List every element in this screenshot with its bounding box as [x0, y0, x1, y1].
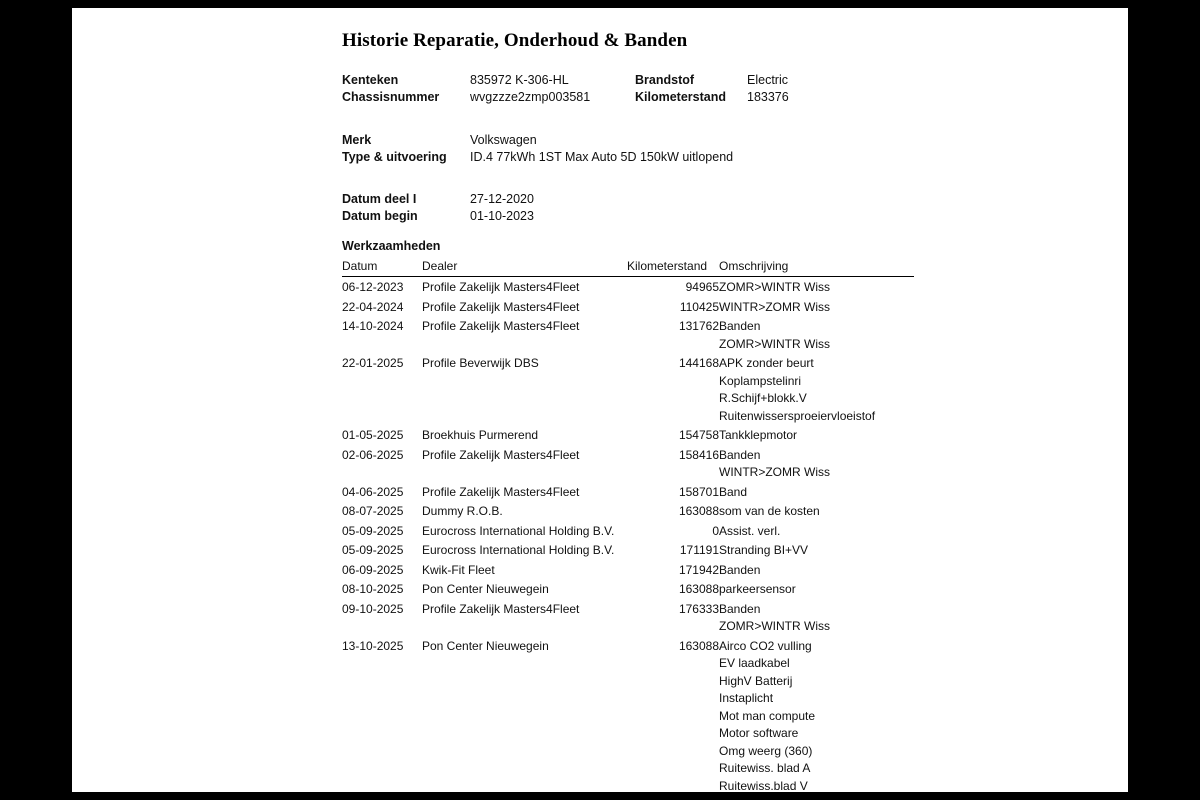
- table-row: [342, 778, 914, 793]
- table-row: [342, 408, 914, 426]
- kenteken-label: Kenteken: [342, 73, 399, 87]
- cell-datum: [342, 725, 422, 743]
- cell-datum: 13-10-2025: [342, 638, 404, 653]
- cell-dealer: Profile Zakelijk Masters4Fleet: [422, 447, 580, 462]
- table-row: [342, 725, 914, 743]
- table-row: [342, 673, 914, 691]
- cell-dealer: Profile Beverwijk DBS: [422, 356, 539, 370]
- table-row: [342, 336, 914, 354]
- cell-kilometerstand: 158416: [678, 447, 719, 462]
- cell-kilometerstand: [627, 725, 719, 743]
- cell-kilometerstand: [627, 336, 719, 354]
- datum-deel-value: 27-12-2020: [470, 192, 534, 206]
- table-row: [342, 655, 914, 673]
- cell-omschrijving: R.Schijf+blokk.V: [719, 391, 807, 405]
- cell-dealer: [422, 760, 627, 778]
- type-label: Type & uitvoering: [342, 150, 447, 164]
- cell-datum: [342, 708, 422, 726]
- table-row: [342, 353, 914, 373]
- cell-kilometerstand: 131762: [678, 319, 719, 333]
- cell-dealer: Pon Center Nieuwegein: [422, 638, 549, 653]
- table-row: [342, 760, 914, 778]
- meta-row-merk: [342, 132, 1082, 149]
- cell-kilometerstand: [627, 408, 719, 426]
- cell-datum: 09-10-2025: [342, 601, 404, 616]
- vehicle-model-block: [342, 132, 1082, 166]
- table-row: [342, 445, 914, 465]
- cell-omschrijving: HighV Batterij: [719, 673, 793, 688]
- cell-datum: 22-04-2024: [342, 299, 404, 314]
- cell-omschrijving: APK zonder beurt: [719, 356, 814, 370]
- cell-omschrijving: ZOMR>WINTR Wiss: [719, 280, 830, 294]
- chassisnummer-value: wvgzzze2zmp003581: [470, 90, 591, 104]
- column-header-dealer: Dealer: [422, 259, 627, 277]
- cell-omschrijving: WINTR>ZOMR Wiss: [719, 465, 830, 479]
- cell-datum: 05-09-2025: [342, 543, 404, 557]
- datum-begin-label: Datum begin: [342, 209, 418, 223]
- cell-omschrijving: Band: [719, 484, 748, 499]
- column-header-omschrijving: Omschrijving: [719, 259, 914, 277]
- chassisnummer-label: Chassisnummer: [342, 90, 440, 104]
- cell-datum: [342, 618, 422, 636]
- cell-kilometerstand: 0: [712, 523, 719, 538]
- cell-omschrijving: Ruitenwissersproeiervloeistof: [719, 408, 876, 423]
- cell-datum: [342, 336, 422, 354]
- meta-row-datum-begin: [342, 208, 1082, 225]
- merk-label: Merk: [342, 133, 372, 147]
- cell-dealer: [422, 655, 627, 673]
- table-row: [342, 373, 914, 391]
- datum-begin-value: 01-10-2023: [470, 209, 534, 223]
- cell-kilometerstand: [627, 673, 719, 691]
- table-row: [342, 482, 914, 502]
- cell-omschrijving: Instaplicht: [719, 691, 774, 705]
- table-row: [342, 560, 914, 580]
- cell-datum: 04-06-2025: [342, 484, 404, 499]
- cell-omschrijving: Ruitewiss. blad A: [719, 761, 811, 775]
- cell-datum: [342, 390, 422, 408]
- cell-kilometerstand: [627, 464, 719, 482]
- cell-kilometerstand: [627, 690, 719, 708]
- cell-kilometerstand: 171191: [679, 543, 719, 557]
- cell-kilometerstand: 154758: [678, 428, 719, 442]
- type-value: ID.4 77kWh 1ST Max Auto 5D 150kW uitlopend: [470, 150, 734, 164]
- cell-dealer: [422, 725, 627, 743]
- page-title: Historie Reparatie, Onderhoud & Banden: [342, 30, 688, 51]
- brandstof-value: Electric: [747, 73, 788, 87]
- cell-dealer: Kwik-Fit Fleet: [422, 562, 495, 577]
- cell-dealer: Profile Zakelijk Masters4Fleet: [422, 484, 580, 499]
- meta-row-type: [342, 149, 1082, 166]
- table-body: [342, 277, 914, 793]
- spacer-2: [342, 178, 1082, 191]
- cell-omschrijving: Assist. verl.: [719, 523, 781, 538]
- table-header: [342, 259, 914, 277]
- cell-kilometerstand: 163088: [678, 504, 719, 518]
- table-row: [342, 636, 914, 656]
- cell-datum: [342, 464, 422, 482]
- cell-omschrijving: parkeersensor: [719, 582, 796, 596]
- kenteken-value: 835972 K-306-HL: [470, 73, 569, 87]
- cell-omschrijving: ZOMR>WINTR Wiss: [719, 619, 830, 633]
- cell-dealer: Pon Center Nieuwegein: [422, 582, 549, 596]
- table-row: [342, 316, 914, 336]
- table-header-row: [342, 259, 914, 277]
- cell-kilometerstand: [627, 708, 719, 726]
- cell-omschrijving: Banden: [719, 447, 761, 462]
- cell-dealer: Profile Zakelijk Masters4Fleet: [422, 319, 580, 333]
- brandstof-label: Brandstof: [635, 73, 695, 87]
- cell-omschrijving: som van de kosten: [719, 504, 820, 518]
- cell-omschrijving: Mot man compute: [719, 708, 816, 723]
- cell-datum: 08-10-2025: [342, 582, 404, 596]
- vehicle-dates-block: [342, 191, 1082, 225]
- cell-dealer: [422, 618, 627, 636]
- cell-datum: 22-01-2025: [342, 356, 404, 370]
- cell-omschrijving: WINTR>ZOMR Wiss: [719, 299, 830, 314]
- table-row: [342, 390, 914, 408]
- cell-omschrijving: Banden: [719, 319, 761, 333]
- cell-omschrijving: Banden: [719, 601, 761, 616]
- cell-dealer: [422, 373, 627, 391]
- table-row: [342, 540, 914, 560]
- document-page: [72, 8, 1128, 792]
- cell-datum: 05-09-2025: [342, 523, 404, 538]
- cell-dealer: [422, 743, 627, 761]
- cell-dealer: [422, 390, 627, 408]
- cell-dealer: Broekhuis Purmerend: [422, 428, 539, 442]
- cell-datum: 14-10-2024: [342, 319, 404, 333]
- cell-datum: [342, 655, 422, 673]
- datum-deel-label: Datum deel I: [342, 192, 417, 206]
- cell-dealer: [422, 690, 627, 708]
- cell-datum: 02-06-2025: [342, 447, 404, 462]
- table-row: [342, 618, 914, 636]
- table-row: [342, 708, 914, 726]
- column-header-datum: Datum: [342, 259, 422, 277]
- spacer-1: [342, 118, 1082, 132]
- cell-kilometerstand: 144168: [678, 356, 719, 370]
- cell-dealer: [422, 673, 627, 691]
- cell-dealer: Profile Zakelijk Masters4Fleet: [422, 601, 580, 616]
- cell-omschrijving: EV laadkabel: [719, 656, 790, 670]
- table-row: [342, 521, 914, 541]
- cell-datum: 06-09-2025: [342, 562, 404, 577]
- cell-kilometerstand: [627, 618, 719, 636]
- table-row: [342, 464, 914, 482]
- cell-dealer: [422, 708, 627, 726]
- werkzaamheden-heading: Werkzaamheden: [342, 239, 441, 253]
- cell-kilometerstand: 163088: [678, 638, 719, 653]
- cell-dealer: Eurocross International Holding B.V.: [422, 523, 615, 538]
- cell-omschrijving: Koplampstelinri: [719, 373, 802, 388]
- table-row: [342, 277, 914, 297]
- cell-datum: 06-12-2023: [342, 280, 404, 294]
- cell-dealer: [422, 464, 627, 482]
- cell-dealer: Eurocross International Holding B.V.: [422, 543, 615, 557]
- cell-datum: [342, 408, 422, 426]
- table-row: [342, 297, 914, 317]
- table-row: [342, 743, 914, 761]
- werkzaamheden-table: [342, 259, 914, 792]
- cell-kilometerstand: 171942: [678, 562, 719, 577]
- cell-datum: [342, 760, 422, 778]
- cell-dealer: Profile Zakelijk Masters4Fleet: [422, 299, 580, 314]
- table-row: [342, 579, 914, 599]
- cell-dealer: [422, 336, 627, 354]
- cell-omschrijving: Banden: [719, 562, 761, 577]
- cell-datum: [342, 690, 422, 708]
- cell-dealer: [422, 408, 627, 426]
- cell-kilometerstand: 110425: [679, 299, 719, 314]
- meta-row-kenteken: [342, 72, 1082, 89]
- cell-kilometerstand: [627, 373, 719, 391]
- cell-dealer: [422, 778, 627, 793]
- cell-omschrijving: Motor software: [719, 726, 799, 740]
- merk-value: Volkswagen: [470, 133, 537, 147]
- cell-datum: 01-05-2025: [342, 428, 404, 442]
- document-body: [342, 30, 1082, 792]
- cell-datum: [342, 743, 422, 761]
- cell-kilometerstand: 163088: [678, 582, 719, 596]
- kilometerstand-value: 183376: [747, 90, 789, 104]
- table-row: [342, 690, 914, 708]
- cell-datum: [342, 673, 422, 691]
- table-row: [342, 501, 914, 521]
- cell-omschrijving: Stranding BI+VV: [719, 543, 809, 557]
- kilometerstand-label: Kilometerstand: [635, 90, 726, 104]
- cell-dealer: Dummy R.O.B.: [422, 504, 503, 518]
- cell-kilometerstand: 158701: [678, 484, 719, 499]
- cell-kilometerstand: 94965: [685, 280, 719, 294]
- cell-datum: 08-07-2025: [342, 504, 404, 518]
- column-header-kilometerstand: Kilometerstand: [627, 259, 719, 277]
- cell-omschrijving: Airco CO2 vulling: [719, 638, 812, 653]
- cell-omschrijving: ZOMR>WINTR Wiss: [719, 336, 830, 351]
- meta-row-chassisnummer: [342, 89, 1082, 106]
- cell-kilometerstand: 176333: [678, 601, 719, 616]
- cell-kilometerstand: [627, 743, 719, 761]
- vehicle-identification-block: [342, 72, 1082, 106]
- table-row: [342, 425, 914, 445]
- cell-datum: [342, 373, 422, 391]
- cell-kilometerstand: [627, 390, 719, 408]
- cell-dealer: Profile Zakelijk Masters4Fleet: [422, 280, 580, 294]
- table-row: [342, 599, 914, 619]
- cell-kilometerstand: [627, 778, 719, 793]
- meta-row-datum-deel: [342, 191, 1082, 208]
- cell-datum: [342, 778, 422, 793]
- cell-kilometerstand: [627, 760, 719, 778]
- cell-kilometerstand: [627, 655, 719, 673]
- cell-omschrijving: Ruitewiss.blad V: [719, 778, 808, 792]
- cell-omschrijving: Tankklepmotor: [719, 428, 798, 442]
- cell-omschrijving: Omg weerg (360): [719, 743, 813, 758]
